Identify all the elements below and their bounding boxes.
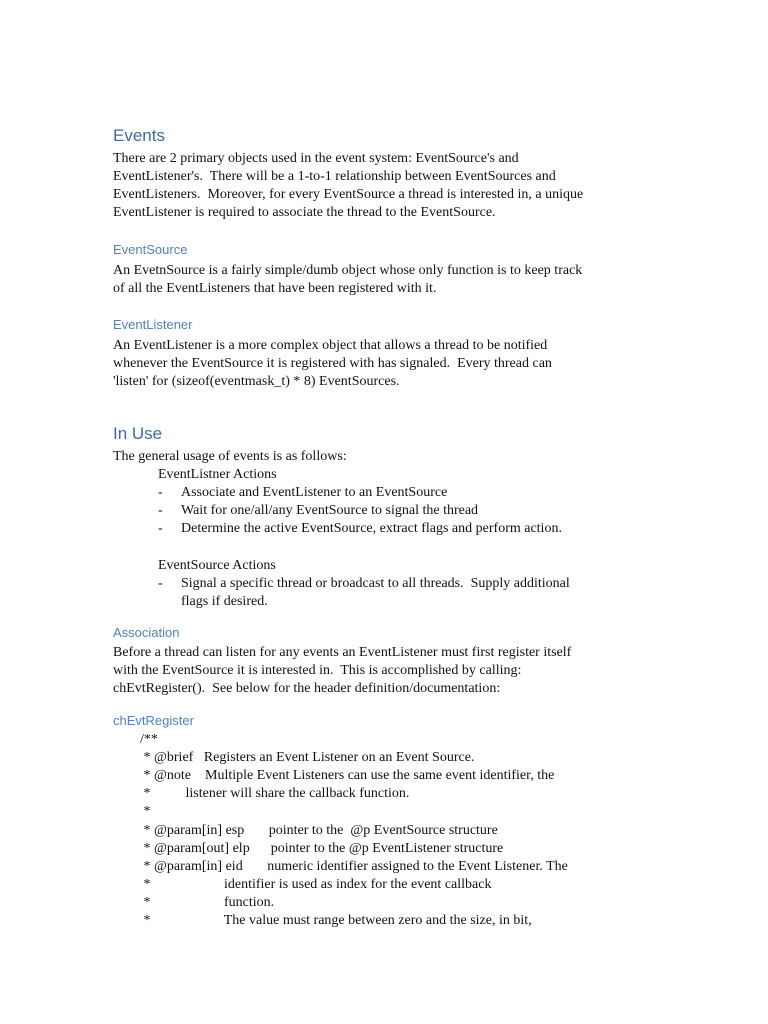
code-line: * @param[out] elp pointer to the @p EventListener structure xyxy=(140,841,504,856)
paragraph-line: There are 2 primary objects used in the event system: EventSource's and xyxy=(113,151,519,166)
list-item: Wait for one/all/any EventSource to signal the thread xyxy=(181,503,479,518)
list-item: Associate and EventListener to an EventSource xyxy=(181,485,448,500)
heading-eventsource: EventSource xyxy=(113,242,188,257)
code-line: * xyxy=(140,804,151,819)
paragraph-line: EventListener's. There will be a 1-to-1 relationship between EventSources and xyxy=(113,169,556,184)
paragraph-line: chEvtRegister(). See below for the header definition/documentation: xyxy=(113,681,501,696)
paragraph-line: Before a thread can listen for any events an EventListener must first register itself xyxy=(113,645,572,660)
list-bullet: - xyxy=(158,485,163,500)
list-item: flags if desired. xyxy=(181,594,268,609)
code-line: * function. xyxy=(140,895,275,910)
heading-in-use: In Use xyxy=(113,424,163,443)
paragraph-line: The general usage of events is as follows: xyxy=(113,449,347,464)
code-line: * @brief Registers an Event Listener on an Event Source. xyxy=(140,750,475,765)
heading-chevtregister: chEvtRegister xyxy=(113,713,194,728)
list-bullet: - xyxy=(158,503,163,518)
list-bullet: - xyxy=(158,576,163,591)
heading-eventlistener: EventListener xyxy=(113,317,193,332)
list-item: Determine the active EventSource, extract flags and perform action. xyxy=(181,521,562,536)
heading-events: Events xyxy=(113,126,165,145)
list-item: Signal a specific thread or broadcast to all threads. Supply additional xyxy=(181,576,570,591)
code-line: * @note Multiple Event Listeners can use the same event identifier, the xyxy=(140,768,555,783)
code-line: * @param[in] eid numeric identifier assigned to the Event Listener. The xyxy=(140,859,568,874)
paragraph-line: of all the EventListeners that have been registered with it. xyxy=(113,281,437,296)
paragraph-line: EventListeners. Moreover, for every EventSource a thread is interested in, a unique xyxy=(113,187,584,202)
paragraph-line: EventListener is required to associate the thread to the EventSource. xyxy=(113,205,496,220)
list-title: EventListner Actions xyxy=(158,467,277,482)
list-bullet: - xyxy=(158,521,163,536)
paragraph-line: An EvetnSource is a fairly simple/dumb object whose only function is to keep track xyxy=(113,263,583,278)
paragraph-line: with the EventSource it is interested in. This is accomplished by calling: xyxy=(113,663,522,678)
code-line: /** xyxy=(140,732,158,747)
list-title: EventSource Actions xyxy=(158,558,276,573)
heading-association: Association xyxy=(113,625,180,640)
paragraph-line: whenever the EventSource it is registered with has signaled. Every thread can xyxy=(113,356,552,371)
code-line: * listener will share the callback function. xyxy=(140,786,410,801)
code-line: * @param[in] esp pointer to the @p EventSource structure xyxy=(140,823,498,838)
code-line: * identifier is used as index for the event callback xyxy=(140,877,492,892)
code-line: * The value must range between zero and the size, in bit, xyxy=(140,913,532,928)
paragraph-line: 'listen' for (sizeof(eventmask_t) * 8) EventSources. xyxy=(113,374,400,389)
paragraph-line: An EventListener is a more complex object that allows a thread to be notified xyxy=(113,338,548,353)
